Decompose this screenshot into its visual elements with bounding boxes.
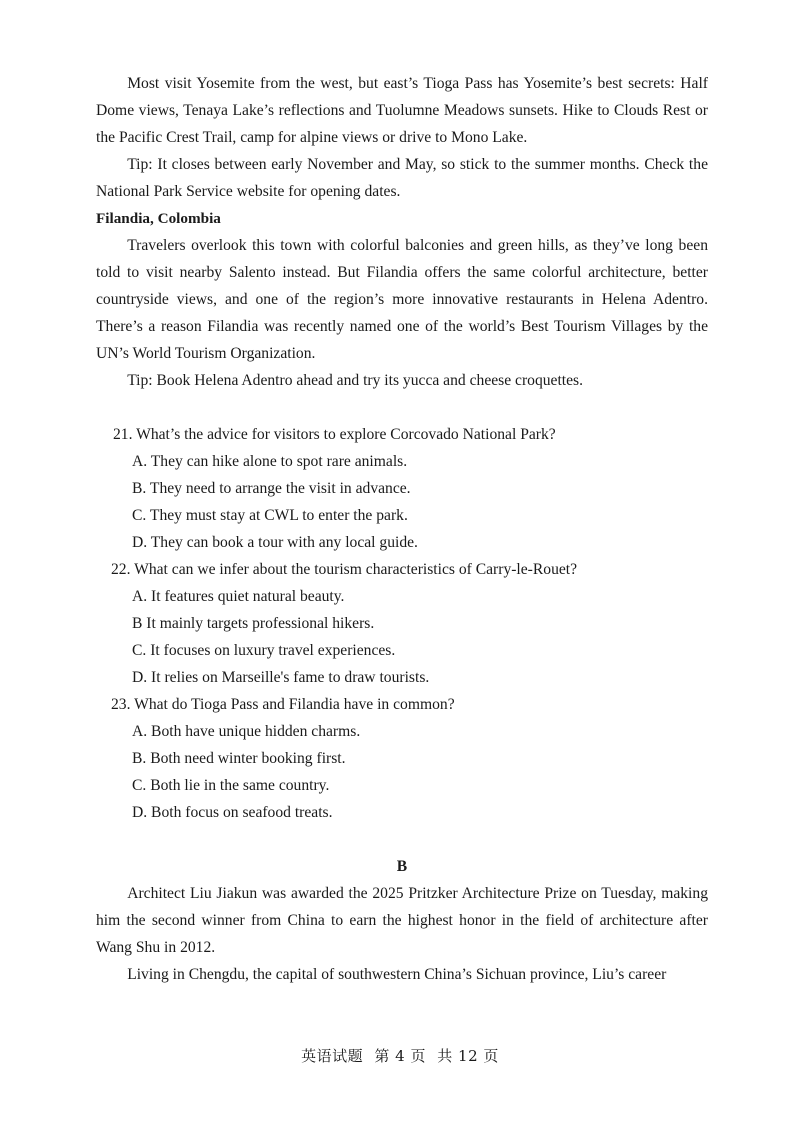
question-stem: 23. What do Tioga Pass and Filandia have in common? — [111, 696, 455, 713]
question-stem: 22. What can we infer about the tourism characteristics of Carry-le-Rouet? — [111, 561, 578, 578]
passage-b-paragraph-2: Living in Chengdu, the capital of southwestern China’s Sichuan province, Liu’s career — [127, 966, 667, 983]
answer-option: A. They can hike alone to spot rare animals. — [132, 453, 408, 470]
answer-option: B. They need to arrange the visit in advance. — [132, 480, 411, 497]
answer-option: D. It relies on Marseille's fame to draw tourists. — [132, 669, 430, 686]
question-list — [96, 421, 708, 826]
filandia-paragraph: Travelers overlook this town with colorful balconies and green hills, as they’ve long been told to visit nearby Salento instead. But Filandia offers the same colorful architecture, better countryside views, and one of the region’s more innovative restaurants in Helena Adentro. There’s a reason Filandia was recently named one of the world’s Best Tourism Villages by the UN’s World Tourism Organization. — [96, 237, 708, 362]
answer-option: A. Both have unique hidden charms. — [132, 723, 361, 740]
tioga-paragraph: Most visit Yosemite from the west, but east’s Tioga Pass has Yosemite’s best secrets: Half Dome views, Tenaya Lake’s reflections and Tuolumne Meadows sunsets. Hike to Clouds Rest or the Pacific Crest Trail, camp for alpine views or drive to Mono Lake. — [96, 75, 708, 146]
filandia-tip: Tip: Book Helena Adentro ahead and try its yucca and cheese croquettes. — [127, 372, 584, 389]
footer-page-number: 第 4 页 — [374, 1047, 426, 1065]
answer-option: C. It focuses on luxury travel experiences. — [132, 642, 396, 659]
answer-option: B It mainly targets professional hikers. — [132, 615, 375, 632]
page-footer — [0, 1045, 800, 1066]
answer-option: C. Both lie in the same country. — [132, 777, 330, 794]
footer-total-pages: 共 12 页 — [437, 1047, 499, 1065]
section-b-heading: B — [396, 858, 408, 875]
answer-option: D. They can book a tour with any local guide. — [132, 534, 418, 551]
tioga-tip: Tip: It closes between early November and May, so stick to the summer months. Check the National Park Service website for opening dates. — [96, 156, 708, 200]
answer-option: D. Both focus on seafood treats. — [132, 804, 333, 821]
answer-option: B. Both need winter booking first. — [132, 750, 346, 767]
exam-page — [96, 70, 708, 988]
footer-subject: 英语试题 — [301, 1047, 364, 1065]
answer-option: A. It features quiet natural beauty. — [132, 588, 345, 605]
question-stem: 21. What’s the advice for visitors to explore Corcovado National Park? — [113, 426, 556, 443]
filandia-heading: Filandia, Colombia — [96, 210, 221, 227]
passage-b-paragraph-1: Architect Liu Jiakun was awarded the 2025 Pritzker Architecture Prize on Tuesday, making him the second winner from China to earn the highest honor in the field of architecture after Wang Shu in 2012. — [96, 885, 708, 956]
answer-option: C. They must stay at CWL to enter the park. — [132, 507, 408, 524]
